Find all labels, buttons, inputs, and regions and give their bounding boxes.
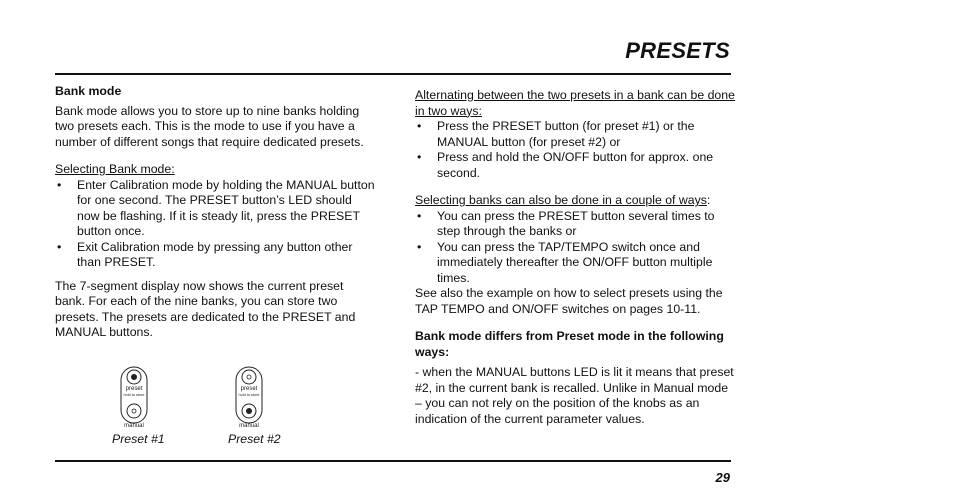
bullet-icon: •	[417, 208, 422, 223]
manual-led-icon	[246, 408, 252, 414]
spacer	[415, 181, 735, 193]
differs-text: - when the MANUAL buttons LED is lit it means that preset #2, in the current bank is recalled. Unlike in Manual mode – you can not rely on the position of the knobs as an indication of the current parameter values.	[415, 365, 734, 426]
selecting-bank-mode-list	[55, 178, 375, 271]
list-item-text: Exit Calibration mode by pressing any button other than PRESET.	[77, 239, 353, 269]
list-item-text: Enter Calibration mode by holding the MANUAL button for one second. The PRESET button’s LED should now be flashing. If it is steady lit, press the PRESET button once.	[77, 177, 375, 238]
preset-2-caption: Preset #2	[228, 432, 281, 446]
manual-label: manual	[239, 423, 259, 428]
page-title: PRESETS	[625, 38, 730, 63]
bottom-rule	[55, 460, 731, 462]
button-pair-icon	[224, 366, 274, 428]
list-item	[415, 209, 735, 240]
top-rule	[55, 73, 731, 75]
list-item	[415, 240, 735, 287]
bank-mode-heading: Bank mode	[55, 84, 122, 98]
hold-to-store-label: hold to store	[238, 393, 260, 397]
list-item	[55, 240, 375, 271]
spacer	[55, 271, 375, 279]
bullet-icon: •	[417, 150, 422, 164]
preset-led-icon	[131, 374, 137, 380]
display-description: The 7-segment display now shows the current preset bank. For each of the nine banks, you can store two presets. The presets are dedicated to the PRESET and MANUAL buttons.	[55, 278, 356, 339]
bullet-icon: •	[57, 177, 62, 192]
bank-mode-intro: Bank mode allows you to store up to nine banks holding two presets each. This is the mode to use if you have a number of different songs that require dedicated presets.	[55, 103, 364, 149]
right-column	[415, 88, 735, 427]
selecting-banks-heading-text: Selecting banks can also be done in a couple of ways	[415, 193, 707, 207]
differs-heading: Bank mode differs from Preset mode in the following ways:	[415, 329, 724, 359]
preset-label: preset	[240, 386, 258, 392]
preset-1-caption: Preset #1	[112, 432, 165, 446]
list-item-text: Press and hold the ON/OFF button for approx. one second.	[437, 150, 714, 180]
bullet-icon: •	[57, 239, 62, 254]
alternating-heading: Alternating between the two presets in a bank can be done in two ways:	[415, 88, 735, 118]
list-item	[415, 119, 735, 150]
selecting-banks-list	[415, 209, 735, 287]
bullet-icon: •	[417, 119, 422, 133]
left-column	[55, 84, 375, 341]
spacer	[55, 150, 375, 162]
list-item	[55, 178, 375, 240]
spacer	[415, 317, 735, 329]
colon: :	[706, 193, 711, 207]
list-item-text: Press the PRESET button (for preset #1) or the MANUAL button (for preset #2) or	[437, 119, 695, 149]
preset-2-figure	[224, 366, 274, 433]
page-number: 29	[715, 470, 730, 485]
manual-led-icon	[132, 409, 136, 413]
hold-to-store-label: hold to store	[123, 393, 145, 397]
manual-label: manual	[124, 423, 144, 428]
preset-1-figure	[109, 366, 159, 433]
list-item-text: You can press the PRESET button several times to step through the banks or	[437, 208, 715, 238]
see-also-text: See also the example on how to select presets using the TAP TEMPO and ON/OFF switches on pages 10-11.	[415, 286, 723, 316]
button-pair-icon	[109, 366, 159, 428]
alternating-list	[415, 119, 735, 181]
preset-led-icon	[247, 375, 251, 379]
selecting-bank-mode-heading: Selecting Bank mode:	[55, 162, 175, 176]
selecting-banks-heading	[415, 193, 735, 209]
list-item	[415, 150, 735, 181]
list-item-text: You can press the TAP/TEMPO switch once and immediately thereafter the ON/OFF button multiple times.	[437, 239, 713, 285]
bullet-icon: •	[417, 239, 422, 254]
preset-label: preset	[125, 386, 143, 392]
